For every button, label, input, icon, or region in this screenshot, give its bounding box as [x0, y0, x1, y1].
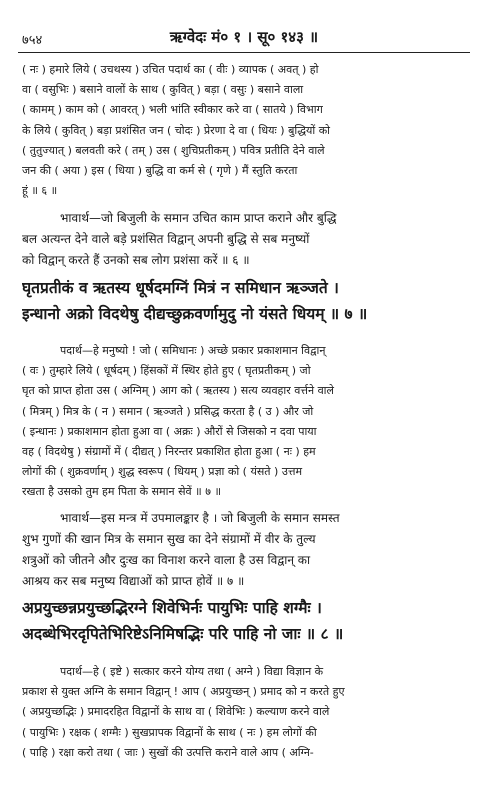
mantra-8 [22, 595, 466, 647]
text-line: प्रकाश से युक्त अग्नि के समान विद्वान् ! आप ( अप्रयुच्छन् ) प्रमाद को न करते हुए [22, 685, 345, 699]
bhavartha-block-1 [22, 208, 466, 271]
mantra-line: इन्धानो अक्रो विदथेषु दीद्यच्छुक्रवर्णामुदु नो यंसते धियम् ॥ ७ ॥ [22, 305, 368, 323]
text-line: ( पायुभिः ) रक्षक ( शग्मैः ) सुखप्रापक विद्वानों के साथ ( नः ) हम लोगों की [22, 725, 317, 739]
text-line: पदार्थ—हे ( इष्टे ) सत्कार करने योग्य तथा ( अग्ने ) विद्या विज्ञान के [60, 665, 324, 678]
page-header [22, 26, 466, 50]
mantra-line: घृतप्रतीकं व ऋतस्य धूर्षदमग्निं मित्रं न समिधान ऋञ्जते । [22, 279, 339, 297]
mantra-line: अप्रयुच्छन्नप्रयुच्छद्भिरग्ने शिवेभिर्नः पायुभिः पाहि शग्मैः । [22, 599, 322, 617]
text-line: के लिये ( कुवित् ) बड़ा प्रशंसित जन ( चोदः ) प्रेरणा दे वा ( धियः ) बुद्धियों को [22, 123, 331, 137]
mantra-line: अदब्धेभिरदृपितेभिरिष्टेऽनिमिषद्भिः परि पाहि नो जाः ॥ ८ ॥ [22, 625, 344, 643]
page-number: ७५४ [22, 33, 43, 48]
text-line: ( नः ) हमारे लिये ( उचथस्य ) उचित पदार्थ का ( वीः ) व्यापक ( अवत् ) हो [22, 63, 319, 76]
text-line: घृत को प्राप्त होता उस ( अग्निम् ) आग को ( ऋतस्य ) सत्य व्यवहार वर्त्तने वाले [22, 384, 334, 398]
commentary-block-2 [22, 341, 466, 503]
text-line: भावार्थ—इस मन्त्र में उपमालङ्कार है । जो बिजुली के समान समस्त [60, 511, 340, 525]
text-line: आश्रय कर सब मनुष्य विद्याओं को प्राप्त होवें ॥ ७ ॥ [22, 574, 245, 588]
text-line: शत्रुओं को जीतने और दुःख का विनाश करने वाला है उस विद्वान् का [22, 553, 311, 567]
text-line: लोगों की ( शुक्रवर्णाम् ) शुद्ध स्वरूप ( धियम् ) प्रज्ञा को ( यंसते ) उत्तम [22, 465, 303, 479]
text-line: ( तुतुज्यात् ) बलवती करे ( तम् ) उस ( शुचिप्रतीकम् ) पवित्र प्रतीति देने वाले [22, 143, 325, 157]
text-line: ( अप्रयुच्छद्भिः ) प्रमादरहित विद्वानों के साथ वा ( शिवेभिः ) कल्याण करने वाले [22, 705, 330, 719]
text-line: ( इन्धानः ) प्रकाशमान होता हुआ वा ( अक्रः ) औरों से जिसको न दवा पाया [22, 424, 317, 438]
mantra-7 [22, 275, 466, 327]
text-line: ( कामम् ) काम को ( आवरत् ) भली भांति स्वीकार करे वा ( सातये ) विभाग [22, 103, 323, 117]
text-line: वा ( वसुभिः ) बसाने वालों के साथ ( कुवित् ) बड़ा ( वसुः ) बसाने वाला [22, 83, 304, 97]
commentary-block-1 [22, 60, 466, 201]
text-line: शुभ गुणों की खान मित्र के समान सुख का देने संग्रामों में वीर के तुल्य [22, 532, 316, 546]
header-rule [18, 52, 470, 53]
text-line: जन की ( अया ) इस ( धिया ) बुद्धि वा कर्म से ( गृणे ) मैं स्तुति करता [22, 164, 298, 178]
text-line: रखता है उसको तुम हम पिता के समान सेवें ॥ ७ ॥ [22, 485, 222, 499]
text-line: हूं ॥ ६ ॥ [22, 184, 58, 198]
commentary-block-3 [22, 662, 466, 763]
text-line: भावार्थ—जो बिजुली के समान उचित काम प्राप्त कराने और बुद्धि [60, 211, 337, 225]
text-line: वह ( विदथेषु ) संग्रामों में ( दीद्यत् ) निरन्तर प्रकाशित होता हुआ ( नः ) हम [22, 445, 316, 459]
text-line: को विद्वान् करते हैं उनको सब लोग प्रशंसा करें ॥ ६ ॥ [22, 253, 250, 267]
text-line: ( पाहि ) रक्षा करो तथा ( जाः ) सुखों की उत्पत्ति कराने वाले आप ( अग्नि- [22, 745, 314, 759]
text-line: ( मित्रम् ) मित्र के ( न ) समान ( ऋञ्जते ) प्रसिद्ध करता है ( उ ) और जो [22, 404, 314, 418]
text-line: ( वः ) तुम्हारे लिये ( धूर्षदम् ) हिंसकों में स्थिर होते हुए ( घृतप्रतीकम् ) जो [22, 364, 311, 378]
text-line: पदार्थ—हे मनुष्यो ! जो ( समिधानः ) अच्छे प्रकार प्रकाशमान विद्वान् [60, 344, 326, 357]
text-line: बल अत्यन्त देने वाले बड़े प्रशंसित विद्वान् अपनी बुद्धि से सब मनुष्यों [22, 232, 310, 246]
bhavartha-block-2 [22, 508, 466, 592]
page-title: ऋग्वेदः मं० १ । सू० १४३ ॥ [169, 28, 319, 46]
